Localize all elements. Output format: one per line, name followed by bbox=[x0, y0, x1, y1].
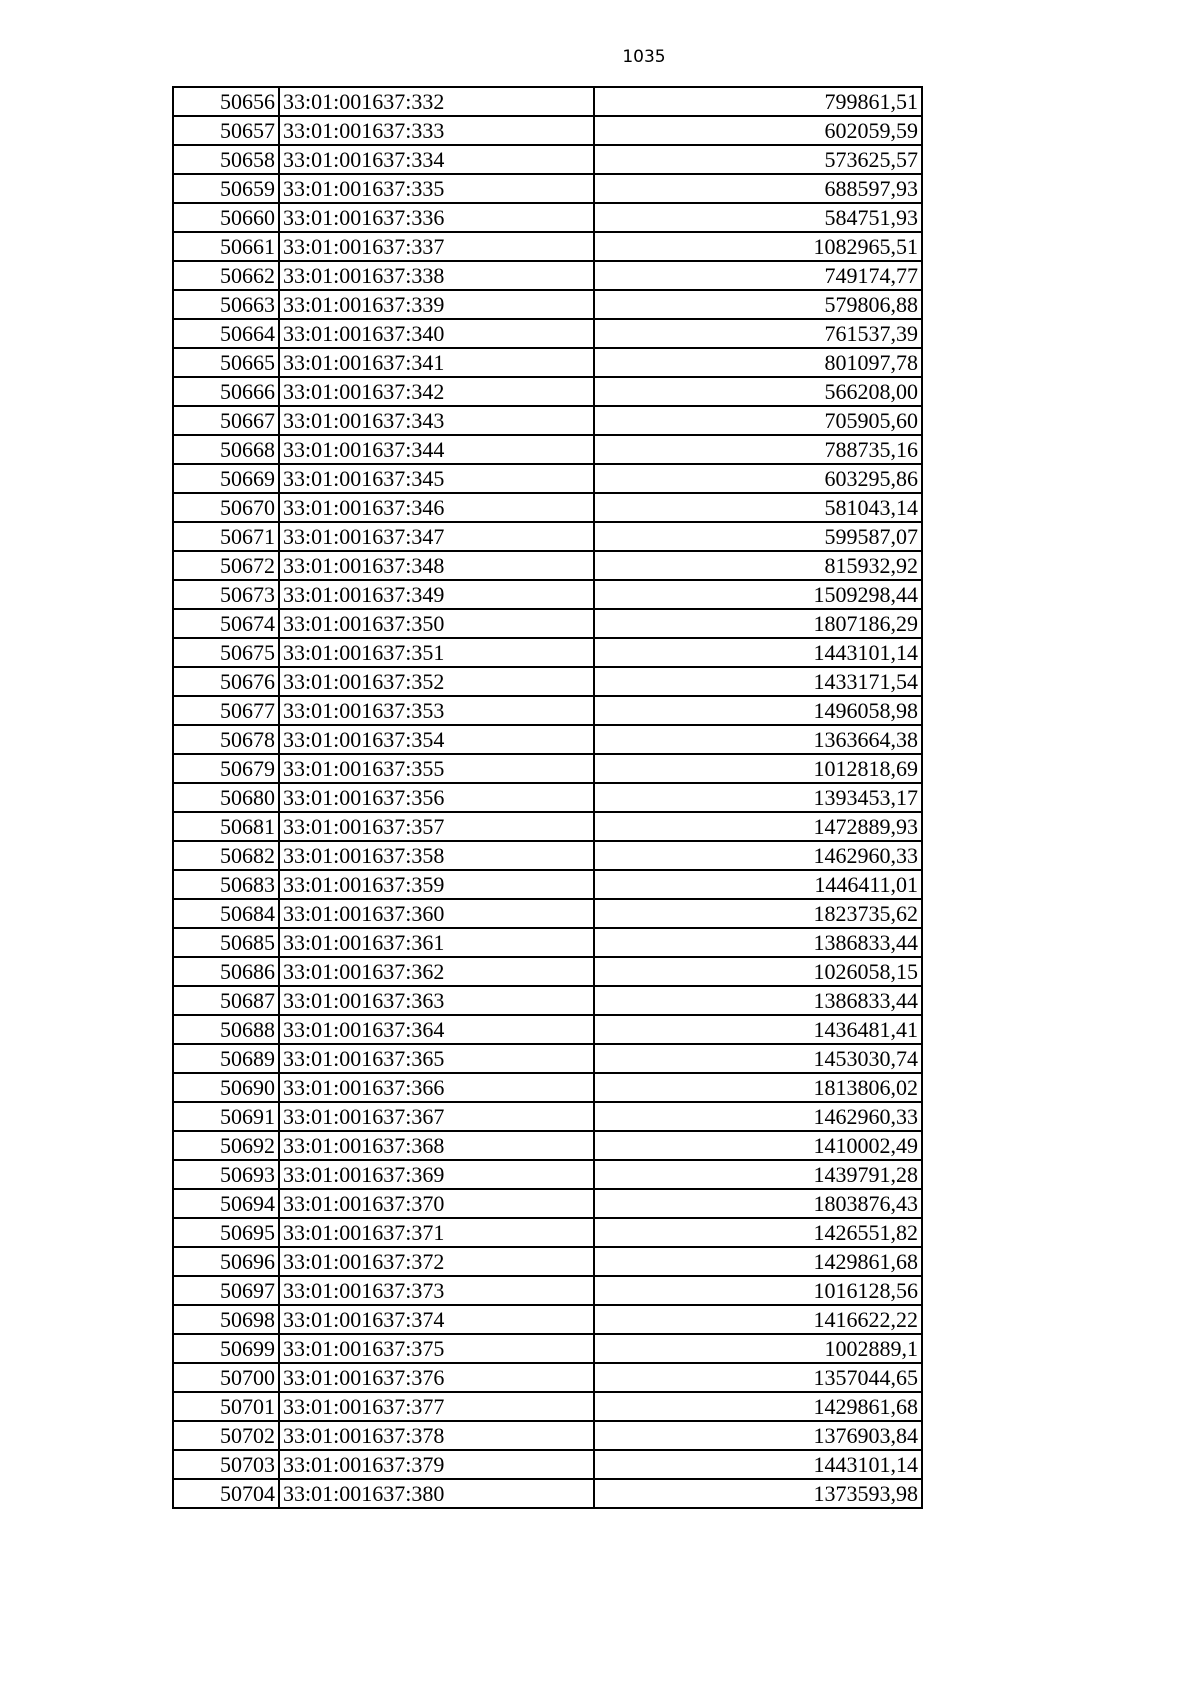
cadastral-value-cell: 1807186,29 bbox=[594, 609, 922, 638]
row-number-cell: 50690 bbox=[173, 1073, 279, 1102]
row-number-cell: 50686 bbox=[173, 957, 279, 986]
row-number-cell: 50697 bbox=[173, 1276, 279, 1305]
row-number-cell: 50656 bbox=[173, 87, 279, 116]
row-number-cell: 50666 bbox=[173, 377, 279, 406]
cadastral-value-cell: 1436481,41 bbox=[594, 1015, 922, 1044]
table-row bbox=[173, 145, 922, 174]
cadastral-value-cell: 584751,93 bbox=[594, 203, 922, 232]
row-number-cell: 50661 bbox=[173, 232, 279, 261]
table-row bbox=[173, 1247, 922, 1276]
row-number-cell: 50677 bbox=[173, 696, 279, 725]
table-row bbox=[173, 1421, 922, 1450]
table-row bbox=[173, 1334, 922, 1363]
row-number-cell: 50673 bbox=[173, 580, 279, 609]
cadastral-value-cell: 566208,00 bbox=[594, 377, 922, 406]
cadastral-number-cell: 33:01:001637:332 bbox=[279, 87, 594, 116]
cadastral-number-cell: 33:01:001637:356 bbox=[279, 783, 594, 812]
cadastral-number-cell: 33:01:001637:342 bbox=[279, 377, 594, 406]
row-number-cell: 50700 bbox=[173, 1363, 279, 1392]
table-row bbox=[173, 696, 922, 725]
cadastral-number-cell: 33:01:001637:366 bbox=[279, 1073, 594, 1102]
cadastral-number-cell: 33:01:001637:335 bbox=[279, 174, 594, 203]
row-number-cell: 50664 bbox=[173, 319, 279, 348]
cadastral-number-cell: 33:01:001637:363 bbox=[279, 986, 594, 1015]
cadastral-value-cell: 1429861,68 bbox=[594, 1392, 922, 1421]
table-row bbox=[173, 580, 922, 609]
table-row bbox=[173, 87, 922, 116]
table-row bbox=[173, 638, 922, 667]
cadastral-number-cell: 33:01:001637:369 bbox=[279, 1160, 594, 1189]
cadastral-value-cell: 1410002,49 bbox=[594, 1131, 922, 1160]
row-number-cell: 50675 bbox=[173, 638, 279, 667]
cadastral-number-cell: 33:01:001637:358 bbox=[279, 841, 594, 870]
row-number-cell: 50659 bbox=[173, 174, 279, 203]
table-row bbox=[173, 957, 922, 986]
cadastral-number-cell: 33:01:001637:359 bbox=[279, 870, 594, 899]
table-row bbox=[173, 1102, 922, 1131]
table-row bbox=[173, 1189, 922, 1218]
cadastral-value-cell: 1462960,33 bbox=[594, 1102, 922, 1131]
row-number-cell: 50681 bbox=[173, 812, 279, 841]
cadastral-value-cell: 1363664,38 bbox=[594, 725, 922, 754]
table-row bbox=[173, 986, 922, 1015]
cadastral-value-cell: 688597,93 bbox=[594, 174, 922, 203]
cadastral-number-cell: 33:01:001637:371 bbox=[279, 1218, 594, 1247]
row-number-cell: 50657 bbox=[173, 116, 279, 145]
cadastral-value-cell: 799861,51 bbox=[594, 87, 922, 116]
table-row bbox=[173, 841, 922, 870]
cadastral-number-cell: 33:01:001637:347 bbox=[279, 522, 594, 551]
row-number-cell: 50667 bbox=[173, 406, 279, 435]
cadastral-value-cell: 761537,39 bbox=[594, 319, 922, 348]
row-number-cell: 50678 bbox=[173, 725, 279, 754]
row-number-cell: 50671 bbox=[173, 522, 279, 551]
cadastral-value-cell: 1016128,56 bbox=[594, 1276, 922, 1305]
table-row bbox=[173, 725, 922, 754]
row-number-cell: 50692 bbox=[173, 1131, 279, 1160]
table-row bbox=[173, 1160, 922, 1189]
cadastral-value-cell: 1386833,44 bbox=[594, 928, 922, 957]
cadastral-number-cell: 33:01:001637:348 bbox=[279, 551, 594, 580]
table-row bbox=[173, 261, 922, 290]
table-row bbox=[173, 1131, 922, 1160]
row-number-cell: 50691 bbox=[173, 1102, 279, 1131]
table-row bbox=[173, 551, 922, 580]
cadastral-value-cell: 1002889,1 bbox=[594, 1334, 922, 1363]
cadastral-value-cell: 573625,57 bbox=[594, 145, 922, 174]
cadastral-value-cell: 1357044,65 bbox=[594, 1363, 922, 1392]
cadastral-value-cell: 1823735,62 bbox=[594, 899, 922, 928]
row-number-cell: 50668 bbox=[173, 435, 279, 464]
row-number-cell: 50703 bbox=[173, 1450, 279, 1479]
table-row bbox=[173, 1276, 922, 1305]
cadastral-number-cell: 33:01:001637:379 bbox=[279, 1450, 594, 1479]
table-row bbox=[173, 290, 922, 319]
cadastral-number-cell: 33:01:001637:377 bbox=[279, 1392, 594, 1421]
cadastral-value-cell: 1416622,22 bbox=[594, 1305, 922, 1334]
row-number-cell: 50687 bbox=[173, 986, 279, 1015]
cadastral-number-cell: 33:01:001637:374 bbox=[279, 1305, 594, 1334]
cadastral-number-cell: 33:01:001637:340 bbox=[279, 319, 594, 348]
table-row bbox=[173, 1479, 922, 1508]
table-row bbox=[173, 870, 922, 899]
row-number-cell: 50660 bbox=[173, 203, 279, 232]
cadastral-number-cell: 33:01:001637:362 bbox=[279, 957, 594, 986]
cadastral-value-cell: 1082965,51 bbox=[594, 232, 922, 261]
cadastral-value-cell: 1446411,01 bbox=[594, 870, 922, 899]
row-number-cell: 50676 bbox=[173, 667, 279, 696]
cadastral-number-cell: 33:01:001637:350 bbox=[279, 609, 594, 638]
cadastral-value-cell: 1386833,44 bbox=[594, 986, 922, 1015]
table-row bbox=[173, 609, 922, 638]
row-number-cell: 50680 bbox=[173, 783, 279, 812]
row-number-cell: 50679 bbox=[173, 754, 279, 783]
cadastral-number-cell: 33:01:001637:345 bbox=[279, 464, 594, 493]
cadastral-number-cell: 33:01:001637:373 bbox=[279, 1276, 594, 1305]
cadastral-number-cell: 33:01:001637:354 bbox=[279, 725, 594, 754]
cadastral-number-cell: 33:01:001637:372 bbox=[279, 1247, 594, 1276]
row-number-cell: 50670 bbox=[173, 493, 279, 522]
cadastral-value-cell: 1026058,15 bbox=[594, 957, 922, 986]
row-number-cell: 50658 bbox=[173, 145, 279, 174]
cadastral-value-cell: 1453030,74 bbox=[594, 1044, 922, 1073]
row-number-cell: 50682 bbox=[173, 841, 279, 870]
cadastral-value-cell: 1462960,33 bbox=[594, 841, 922, 870]
row-number-cell: 50699 bbox=[173, 1334, 279, 1363]
table-row bbox=[173, 493, 922, 522]
row-number-cell: 50689 bbox=[173, 1044, 279, 1073]
table-row bbox=[173, 1450, 922, 1479]
row-number-cell: 50662 bbox=[173, 261, 279, 290]
table-row bbox=[173, 1044, 922, 1073]
cadastral-number-cell: 33:01:001637:343 bbox=[279, 406, 594, 435]
table-row bbox=[173, 1363, 922, 1392]
cadastral-value-cell: 1426551,82 bbox=[594, 1218, 922, 1247]
table-row bbox=[173, 319, 922, 348]
table-row bbox=[173, 667, 922, 696]
cadastral-value-cell: 1439791,28 bbox=[594, 1160, 922, 1189]
table-row bbox=[173, 812, 922, 841]
table-row bbox=[173, 1392, 922, 1421]
cadastral-number-cell: 33:01:001637:370 bbox=[279, 1189, 594, 1218]
table-row bbox=[173, 783, 922, 812]
cadastral-number-cell: 33:01:001637:378 bbox=[279, 1421, 594, 1450]
cadastral-value-cell: 788735,16 bbox=[594, 435, 922, 464]
cadastral-number-cell: 33:01:001637:380 bbox=[279, 1479, 594, 1508]
row-number-cell: 50672 bbox=[173, 551, 279, 580]
cadastral-number-cell: 33:01:001637:353 bbox=[279, 696, 594, 725]
row-number-cell: 50685 bbox=[173, 928, 279, 957]
row-number-cell: 50704 bbox=[173, 1479, 279, 1508]
row-number-cell: 50684 bbox=[173, 899, 279, 928]
cadastral-value-cell: 1433171,54 bbox=[594, 667, 922, 696]
row-number-cell: 50695 bbox=[173, 1218, 279, 1247]
cadastral-value-cell: 1509298,44 bbox=[594, 580, 922, 609]
row-number-cell: 50665 bbox=[173, 348, 279, 377]
table-row bbox=[173, 348, 922, 377]
row-number-cell: 50698 bbox=[173, 1305, 279, 1334]
cadastral-number-cell: 33:01:001637:344 bbox=[279, 435, 594, 464]
table-row bbox=[173, 1073, 922, 1102]
cadastral-number-cell: 33:01:001637:361 bbox=[279, 928, 594, 957]
cadastral-value-cell: 599587,07 bbox=[594, 522, 922, 551]
row-number-cell: 50694 bbox=[173, 1189, 279, 1218]
cadastral-value-cell: 749174,77 bbox=[594, 261, 922, 290]
cadastral-number-cell: 33:01:001637:364 bbox=[279, 1015, 594, 1044]
cadastral-value-cell: 1429861,68 bbox=[594, 1247, 922, 1276]
cadastral-value-cell: 579806,88 bbox=[594, 290, 922, 319]
cadastral-number-cell: 33:01:001637:339 bbox=[279, 290, 594, 319]
table-row bbox=[173, 928, 922, 957]
cadastral-value-cell: 603295,86 bbox=[594, 464, 922, 493]
cadastral-number-cell: 33:01:001637:346 bbox=[279, 493, 594, 522]
table-row bbox=[173, 899, 922, 928]
cadastral-value-cell: 1376903,84 bbox=[594, 1421, 922, 1450]
table-body bbox=[173, 87, 922, 1508]
cadastral-number-cell: 33:01:001637:351 bbox=[279, 638, 594, 667]
cadastral-value-cell: 815932,92 bbox=[594, 551, 922, 580]
cadastral-value-cell: 1373593,98 bbox=[594, 1479, 922, 1508]
row-number-cell: 50674 bbox=[173, 609, 279, 638]
cadastral-number-cell: 33:01:001637:333 bbox=[279, 116, 594, 145]
table-row bbox=[173, 174, 922, 203]
cadastral-number-cell: 33:01:001637:338 bbox=[279, 261, 594, 290]
table-row bbox=[173, 1305, 922, 1334]
cadastral-number-cell: 33:01:001637:334 bbox=[279, 145, 594, 174]
table-row bbox=[173, 1015, 922, 1044]
cadastral-number-cell: 33:01:001637:365 bbox=[279, 1044, 594, 1073]
cadastral-number-cell: 33:01:001637:357 bbox=[279, 812, 594, 841]
cadastral-value-cell: 1393453,17 bbox=[594, 783, 922, 812]
table-row bbox=[173, 377, 922, 406]
row-number-cell: 50693 bbox=[173, 1160, 279, 1189]
cadastral-number-cell: 33:01:001637:349 bbox=[279, 580, 594, 609]
cadastral-value-cell: 1443101,14 bbox=[594, 638, 922, 667]
cadastral-value-cell: 1443101,14 bbox=[594, 1450, 922, 1479]
cadastral-value-cell: 1496058,98 bbox=[594, 696, 922, 725]
table-row bbox=[173, 203, 922, 232]
cadastral-value-cell: 1803876,43 bbox=[594, 1189, 922, 1218]
cadastral-value-cell: 581043,14 bbox=[594, 493, 922, 522]
table-row bbox=[173, 232, 922, 261]
row-number-cell: 50696 bbox=[173, 1247, 279, 1276]
cadastral-number-cell: 33:01:001637:367 bbox=[279, 1102, 594, 1131]
cadastral-value-cell: 1813806,02 bbox=[594, 1073, 922, 1102]
cadastral-value-cell: 801097,78 bbox=[594, 348, 922, 377]
table-row bbox=[173, 754, 922, 783]
cadastral-value-cell: 1012818,69 bbox=[594, 754, 922, 783]
page-number: 1035 bbox=[622, 47, 666, 67]
row-number-cell: 50701 bbox=[173, 1392, 279, 1421]
row-number-cell: 50688 bbox=[173, 1015, 279, 1044]
cadastral-number-cell: 33:01:001637:368 bbox=[279, 1131, 594, 1160]
cadastral-number-cell: 33:01:001637:336 bbox=[279, 203, 594, 232]
cadastral-number-cell: 33:01:001637:376 bbox=[279, 1363, 594, 1392]
table-row bbox=[173, 464, 922, 493]
cadastral-number-cell: 33:01:001637:375 bbox=[279, 1334, 594, 1363]
cadastral-number-cell: 33:01:001637:360 bbox=[279, 899, 594, 928]
row-number-cell: 50669 bbox=[173, 464, 279, 493]
cadastral-value-cell: 1472889,93 bbox=[594, 812, 922, 841]
cadastral-number-cell: 33:01:001637:352 bbox=[279, 667, 594, 696]
cadastral-value-cell: 705905,60 bbox=[594, 406, 922, 435]
cadastral-value-table bbox=[172, 86, 923, 1509]
cadastral-number-cell: 33:01:001637:337 bbox=[279, 232, 594, 261]
table-row bbox=[173, 116, 922, 145]
table-row bbox=[173, 522, 922, 551]
table-row bbox=[173, 406, 922, 435]
cadastral-number-cell: 33:01:001637:341 bbox=[279, 348, 594, 377]
cadastral-number-cell: 33:01:001637:355 bbox=[279, 754, 594, 783]
row-number-cell: 50663 bbox=[173, 290, 279, 319]
cadastral-value-cell: 602059,59 bbox=[594, 116, 922, 145]
row-number-cell: 50702 bbox=[173, 1421, 279, 1450]
table-row bbox=[173, 435, 922, 464]
table-row bbox=[173, 1218, 922, 1247]
row-number-cell: 50683 bbox=[173, 870, 279, 899]
